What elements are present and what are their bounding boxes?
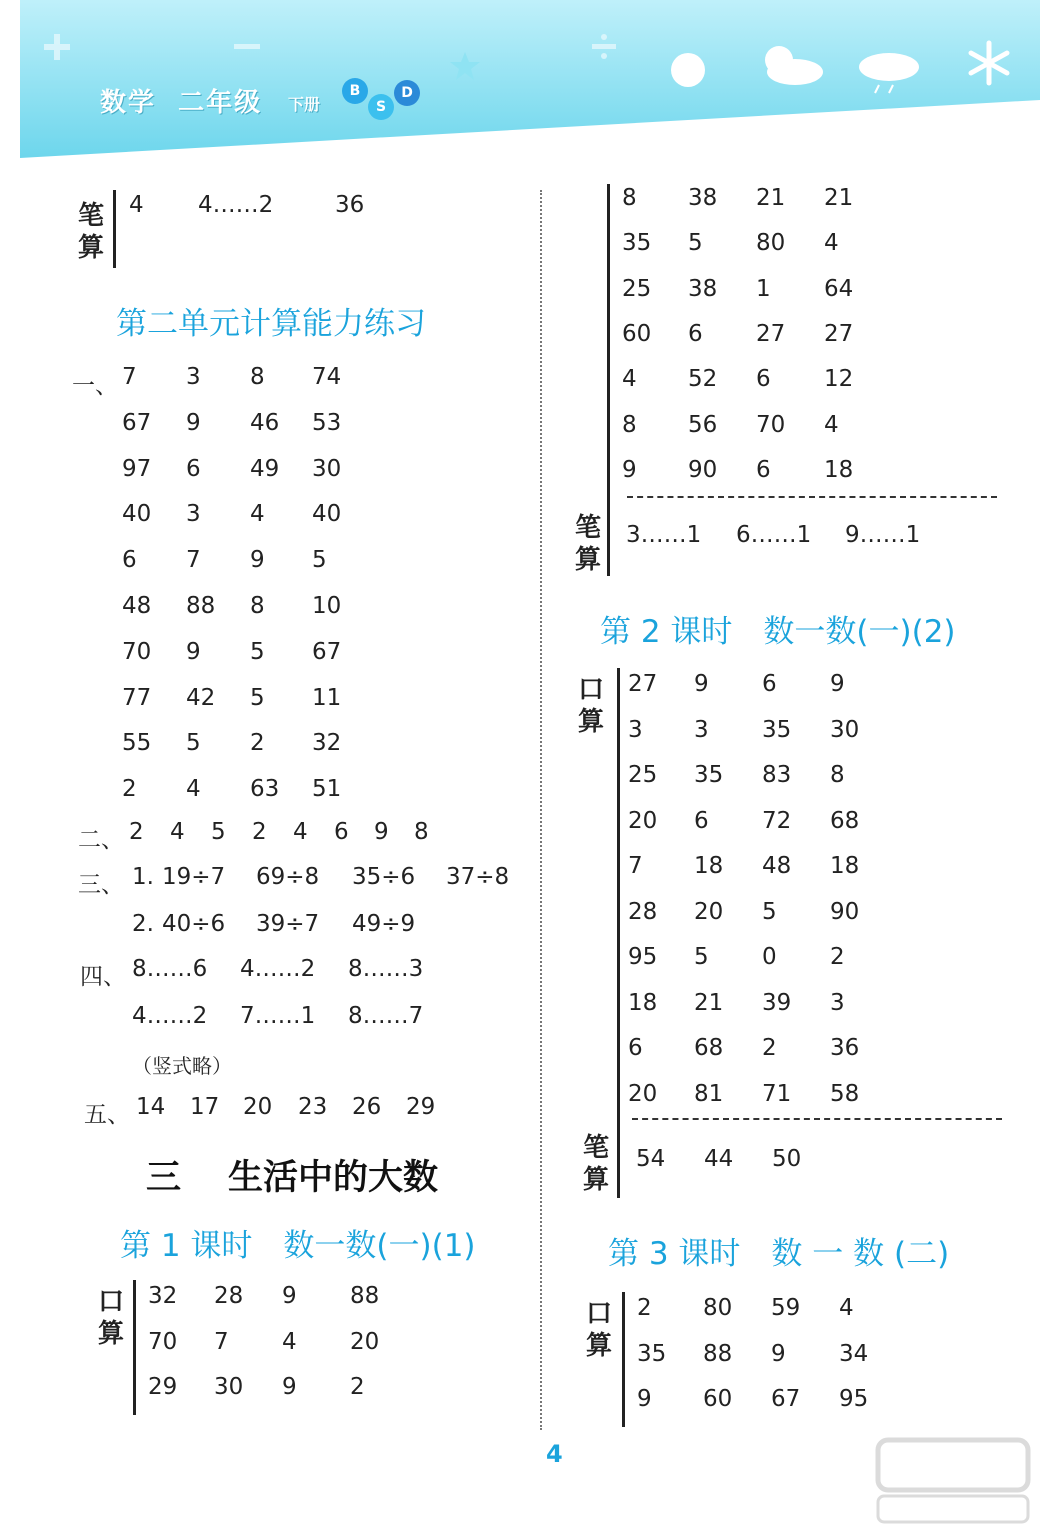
answer: 8……3 bbox=[348, 956, 424, 982]
answer: 20 bbox=[243, 1094, 273, 1120]
answer: 37÷8 bbox=[446, 864, 510, 890]
banner-title bbox=[100, 82, 262, 119]
section-label: 三、 bbox=[78, 872, 124, 898]
answer: 35 bbox=[637, 1340, 667, 1367]
answer: 35 bbox=[694, 762, 724, 788]
answer: 6 bbox=[628, 1035, 643, 1061]
answer: 32 bbox=[312, 730, 342, 757]
answer: 4 bbox=[282, 1328, 297, 1355]
answer: 70 bbox=[756, 411, 786, 438]
answer: 5 bbox=[250, 638, 265, 665]
answer: 48 bbox=[762, 853, 792, 879]
answer: 55 bbox=[122, 730, 152, 757]
header-banner bbox=[0, 0, 1049, 160]
volume: 下册 bbox=[288, 95, 321, 114]
answer: 48 bbox=[122, 593, 152, 619]
answer: 0 bbox=[762, 944, 777, 970]
answer: 4 bbox=[824, 411, 839, 438]
answer: 8 bbox=[622, 411, 637, 438]
answer: 90 bbox=[688, 456, 718, 483]
answer: 2 bbox=[252, 819, 267, 845]
answer: 58 bbox=[830, 1080, 860, 1107]
answer: 6 bbox=[756, 366, 771, 393]
answer: 20 bbox=[350, 1328, 380, 1355]
answer: 27 bbox=[628, 671, 658, 697]
answer: 36 bbox=[335, 192, 365, 218]
answer: 5 bbox=[211, 819, 226, 845]
vertical-rule bbox=[113, 190, 116, 268]
written-calc-label: 笔算 bbox=[574, 513, 601, 575]
snowflake-icon bbox=[966, 40, 1012, 86]
answer: 6 bbox=[756, 456, 771, 483]
answer: 60 bbox=[703, 1386, 733, 1412]
answer: 28 bbox=[214, 1283, 244, 1309]
answer: 28 bbox=[628, 898, 658, 925]
answer: 77 bbox=[122, 684, 152, 711]
answer: 40 bbox=[122, 501, 152, 528]
answer: 97 bbox=[122, 455, 152, 482]
answer: 67 bbox=[312, 638, 342, 665]
answer: 67 bbox=[122, 409, 152, 436]
answer: 9 bbox=[830, 671, 845, 697]
answer: 20 bbox=[628, 807, 658, 834]
answer: 6 bbox=[694, 807, 709, 834]
answer: 29 bbox=[406, 1094, 436, 1120]
mental-calc-label: 口算 bbox=[585, 1299, 612, 1361]
answer: 35 bbox=[762, 716, 792, 743]
answer: 32 bbox=[148, 1283, 178, 1309]
lesson1-title: 第 1 课时 数一数(一)(1) bbox=[120, 1228, 476, 1264]
answer: 9 bbox=[186, 638, 201, 665]
answer: 8……6 bbox=[132, 956, 208, 982]
answer: 7 bbox=[628, 853, 643, 879]
answer: 9 bbox=[771, 1340, 786, 1367]
answer: 4 bbox=[824, 230, 839, 257]
answer: 49÷9 bbox=[352, 911, 416, 937]
dashed-separator bbox=[632, 1118, 1002, 1120]
chapter-number: 三 bbox=[146, 1158, 182, 1198]
answer: 2 bbox=[762, 1035, 777, 1061]
edition-letter-s: S bbox=[368, 94, 394, 120]
answer: 51 bbox=[312, 776, 342, 803]
answer: 8 bbox=[414, 819, 429, 845]
edition-letter-b: B bbox=[342, 78, 368, 104]
answer: 69÷8 bbox=[256, 864, 320, 890]
sun-icon bbox=[668, 50, 708, 90]
answer: 26 bbox=[352, 1094, 382, 1120]
answer: 5 bbox=[186, 730, 201, 757]
chapter-title: 生活中的大数 bbox=[228, 1158, 439, 1198]
answer: 12 bbox=[824, 366, 854, 393]
answer: 4 bbox=[839, 1295, 854, 1321]
answer: 7 bbox=[214, 1328, 229, 1355]
answer: 54 bbox=[636, 1146, 666, 1172]
answer: 9……1 bbox=[845, 522, 921, 548]
answer: 19÷7 bbox=[162, 864, 226, 890]
section-note: （竖式略） bbox=[132, 1054, 232, 1078]
written-calc-label: 笔算 bbox=[582, 1133, 609, 1195]
answer: 95 bbox=[839, 1386, 869, 1412]
section-label: 一、 bbox=[72, 373, 118, 399]
answer: 88 bbox=[703, 1340, 733, 1367]
answer: 70 bbox=[148, 1328, 178, 1355]
answer: 2 bbox=[830, 944, 845, 970]
answer: 35÷6 bbox=[352, 864, 416, 890]
answer: 4……2 bbox=[198, 192, 274, 218]
answer: 9 bbox=[186, 409, 201, 436]
dashed-separator bbox=[627, 496, 997, 498]
answer: 4 bbox=[170, 819, 185, 845]
partly-cloudy-icon bbox=[755, 40, 825, 90]
answer: 72 bbox=[762, 807, 792, 834]
answer: 4 bbox=[250, 501, 265, 528]
answer: 27 bbox=[824, 320, 854, 347]
answer: 2 bbox=[129, 819, 144, 845]
answer: 4 bbox=[622, 366, 637, 393]
answer: 88 bbox=[186, 593, 216, 619]
answer: 4 bbox=[186, 776, 201, 803]
answer: 70 bbox=[122, 638, 152, 665]
answer: 67 bbox=[771, 1386, 801, 1412]
answer: 6 bbox=[334, 819, 349, 845]
answer: 17 bbox=[190, 1094, 220, 1120]
answer: 38 bbox=[688, 275, 718, 302]
answer: 6 bbox=[186, 455, 201, 482]
answer: 14 bbox=[136, 1094, 166, 1120]
answer: 44 bbox=[704, 1146, 734, 1172]
section-label: 五、 bbox=[84, 1102, 130, 1128]
answer: 59 bbox=[771, 1295, 801, 1321]
answer: 34 bbox=[839, 1340, 869, 1367]
answer: 5 bbox=[694, 944, 709, 970]
lesson3-title: 第 3 课时 数 一 数 (二) bbox=[608, 1236, 950, 1272]
answer: 36 bbox=[830, 1035, 860, 1061]
answer: 21 bbox=[824, 185, 854, 211]
answer: 8 bbox=[830, 762, 845, 788]
unit2-title: 第二单元计算能力练习 bbox=[116, 306, 426, 342]
grade: 二年级 bbox=[178, 88, 263, 118]
answer: 29 bbox=[148, 1374, 178, 1400]
answer: 81 bbox=[694, 1080, 724, 1107]
answer: 9 bbox=[374, 819, 389, 845]
answer: 63 bbox=[250, 776, 280, 803]
answer: 3 bbox=[830, 989, 845, 1016]
answer: 9 bbox=[622, 456, 637, 483]
item-prefix: 1. bbox=[132, 864, 154, 890]
answer: 68 bbox=[694, 1035, 724, 1061]
answer: 7 bbox=[186, 547, 201, 574]
answer: 4 bbox=[129, 192, 144, 218]
answer: 5 bbox=[762, 898, 777, 925]
answer: 30 bbox=[214, 1374, 244, 1400]
answer: 83 bbox=[762, 762, 792, 788]
answer: 27 bbox=[756, 320, 786, 347]
column-divider bbox=[540, 190, 542, 1430]
answer: 18 bbox=[824, 456, 854, 483]
vertical-rule bbox=[617, 668, 620, 1198]
answer: 6 bbox=[122, 547, 137, 574]
answer: 18 bbox=[694, 853, 724, 879]
answer: 25 bbox=[622, 275, 652, 302]
page-number: 4 bbox=[546, 1440, 563, 1468]
answer: 2 bbox=[250, 730, 265, 757]
answer: 6……1 bbox=[736, 522, 812, 548]
answer: 9 bbox=[282, 1374, 297, 1400]
answer: 60 bbox=[622, 320, 652, 347]
answer: 30 bbox=[312, 455, 342, 482]
answer: 30 bbox=[830, 716, 860, 743]
answer: 21 bbox=[694, 989, 724, 1016]
answer: 20 bbox=[628, 1080, 658, 1107]
answer: 39 bbox=[762, 989, 792, 1016]
answer: 42 bbox=[186, 684, 216, 711]
vertical-rule bbox=[133, 1280, 136, 1415]
answer: 52 bbox=[688, 366, 718, 393]
answer: 8 bbox=[622, 185, 637, 211]
written-calc-label: 笔算 bbox=[77, 201, 104, 263]
answer: 5 bbox=[312, 547, 327, 574]
answer: 95 bbox=[628, 944, 658, 970]
answer: 88 bbox=[350, 1283, 380, 1309]
answer: 80 bbox=[703, 1295, 733, 1321]
answer: 20 bbox=[694, 898, 724, 925]
section-label: 四、 bbox=[80, 964, 126, 990]
answer: 7 bbox=[122, 364, 137, 390]
answer: 7……1 bbox=[240, 1003, 316, 1029]
answer: 3 bbox=[186, 364, 201, 390]
answer: 25 bbox=[628, 762, 658, 788]
answer: 3 bbox=[186, 501, 201, 528]
answer: 71 bbox=[762, 1080, 792, 1107]
answer: 4 bbox=[293, 819, 308, 845]
answer: 40÷6 bbox=[162, 911, 226, 937]
answer: 64 bbox=[824, 275, 854, 302]
answer: 8 bbox=[250, 364, 265, 390]
answer: 9 bbox=[637, 1386, 652, 1412]
answer: 35 bbox=[622, 230, 652, 257]
answer: 4……2 bbox=[240, 956, 316, 982]
answer: 9 bbox=[282, 1283, 297, 1309]
answer: 4……2 bbox=[132, 1003, 208, 1029]
answer: 90 bbox=[830, 898, 860, 925]
lesson2-title: 第 2 课时 数一数(一)(2) bbox=[600, 614, 956, 650]
answer: 40 bbox=[312, 501, 342, 528]
answer: 23 bbox=[298, 1094, 328, 1120]
answer: 6 bbox=[688, 320, 703, 347]
answer: 3 bbox=[694, 716, 709, 743]
answer: 6 bbox=[762, 671, 777, 697]
answer: 2 bbox=[350, 1374, 365, 1400]
vertical-rule bbox=[622, 1292, 625, 1427]
answer: 9 bbox=[694, 671, 709, 697]
answer: 18 bbox=[830, 853, 860, 879]
answer: 46 bbox=[250, 409, 280, 436]
answer: 39÷7 bbox=[256, 911, 320, 937]
answer: 9 bbox=[250, 547, 265, 574]
item-prefix: 2. bbox=[132, 911, 154, 937]
answer: 49 bbox=[250, 455, 280, 482]
answer: 5 bbox=[250, 684, 265, 711]
answer: 18 bbox=[628, 989, 658, 1016]
answer: 3 bbox=[628, 716, 643, 743]
watermark-logo bbox=[870, 1430, 1040, 1530]
answer: 56 bbox=[688, 411, 718, 438]
answer: 21 bbox=[756, 185, 786, 211]
rain-cloud-icon bbox=[855, 45, 925, 95]
answer: 50 bbox=[772, 1146, 802, 1172]
answer: 1 bbox=[756, 275, 771, 302]
answer: 80 bbox=[756, 230, 786, 257]
answer: 53 bbox=[312, 409, 342, 436]
edition-letter-d: D bbox=[394, 80, 420, 106]
subject: 数学 bbox=[100, 88, 157, 118]
answer: 3……1 bbox=[626, 522, 702, 548]
answer: 68 bbox=[830, 807, 860, 834]
answer: 10 bbox=[312, 593, 342, 619]
answer: 8……7 bbox=[348, 1003, 424, 1029]
answer: 2 bbox=[637, 1295, 652, 1321]
vertical-rule bbox=[607, 184, 610, 576]
answer: 38 bbox=[688, 185, 718, 211]
answer: 5 bbox=[688, 230, 703, 257]
mental-calc-label: 口算 bbox=[97, 1287, 124, 1349]
section-label: 二、 bbox=[78, 827, 124, 853]
answer: 8 bbox=[250, 593, 265, 619]
answer: 11 bbox=[312, 684, 342, 711]
mental-calc-label: 口算 bbox=[577, 675, 604, 737]
answer: 2 bbox=[122, 776, 137, 803]
answer: 74 bbox=[312, 364, 342, 390]
